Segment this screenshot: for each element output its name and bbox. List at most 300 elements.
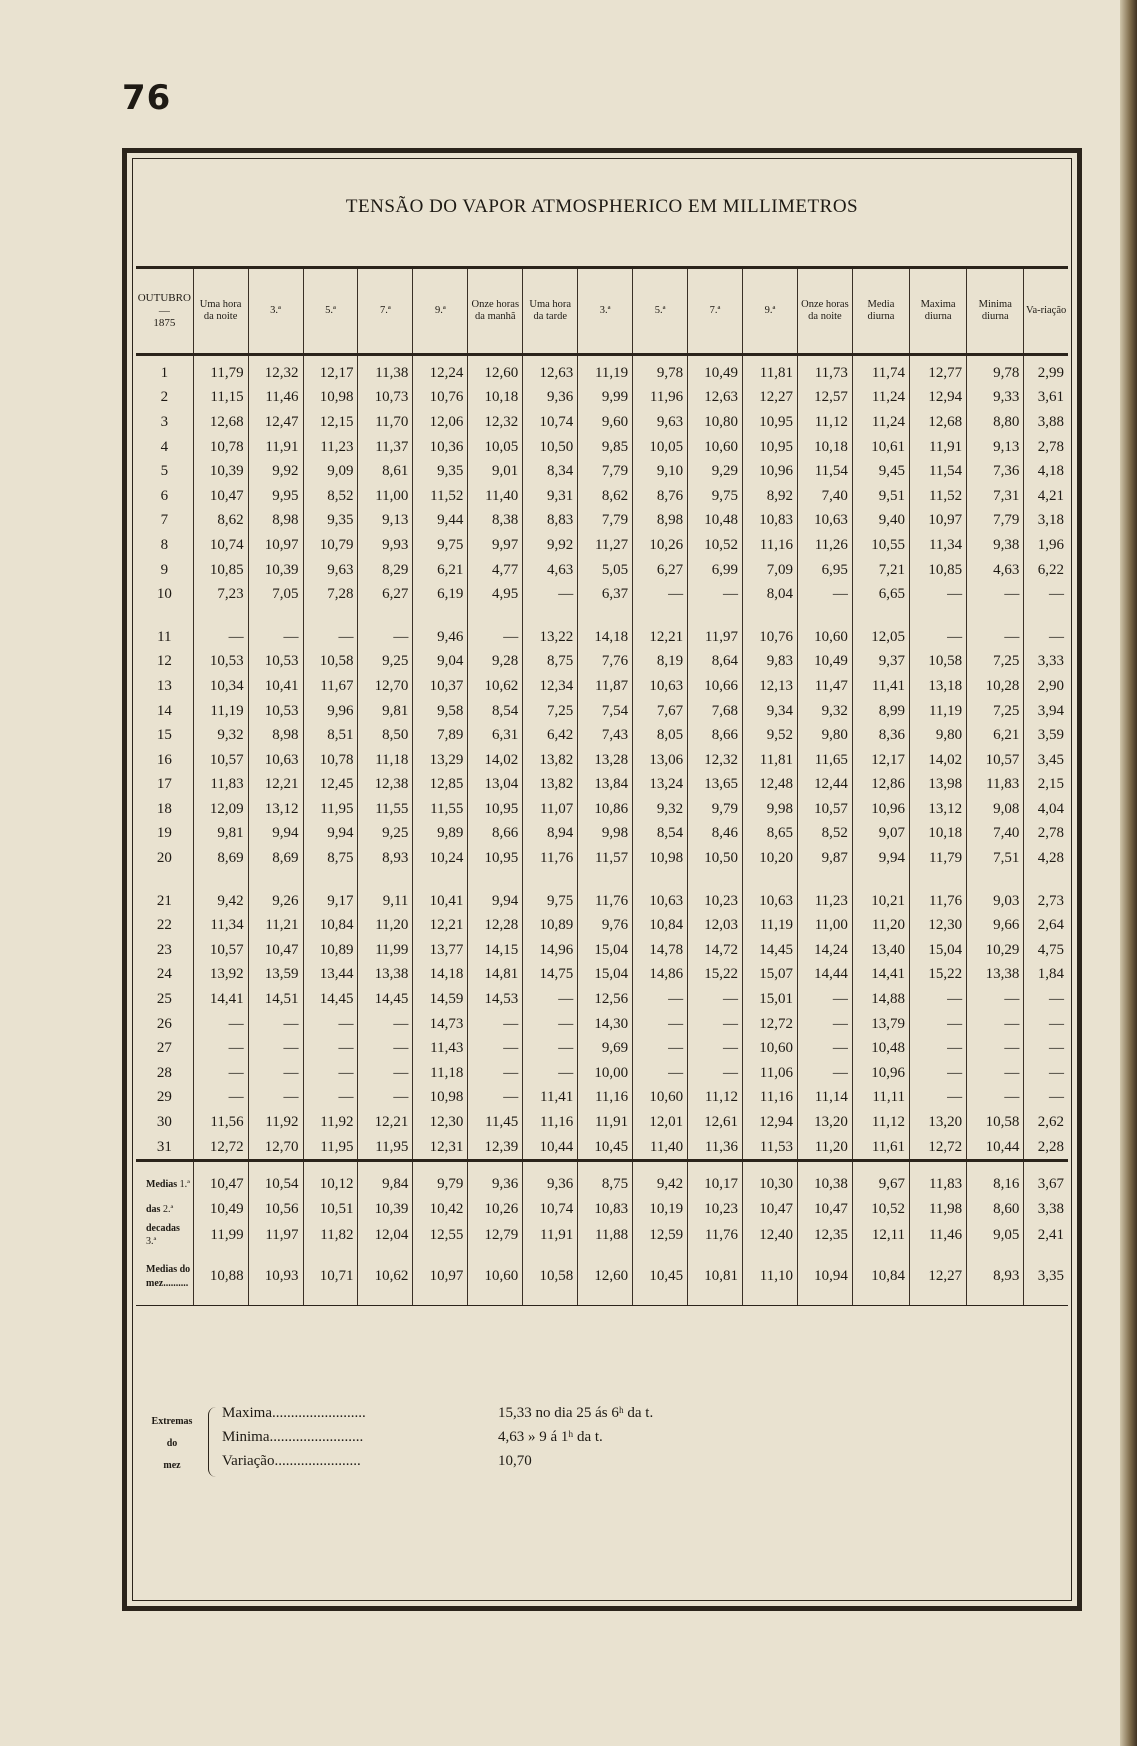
spacer-cell xyxy=(967,607,1024,625)
value-cell: 12,21 xyxy=(358,1110,413,1135)
value-cell: — xyxy=(797,582,852,607)
value-cell: 12,68 xyxy=(910,410,967,435)
value-cell: 9,33 xyxy=(967,386,1024,411)
value-cell: 9,63 xyxy=(633,410,688,435)
spacer-cell xyxy=(136,1161,193,1173)
value-cell: 9,35 xyxy=(413,459,468,484)
value-cell: — xyxy=(910,1012,967,1037)
value-cell: 7,36 xyxy=(967,459,1024,484)
value-cell: 13,29 xyxy=(413,748,468,773)
column-header: 3.ª xyxy=(578,268,633,355)
value-cell: 7,67 xyxy=(633,699,688,724)
value-cell: 11,27 xyxy=(578,533,633,558)
value-cell: 12,60 xyxy=(468,355,523,386)
value-cell: — xyxy=(358,1061,413,1086)
value-cell: 11,57 xyxy=(578,846,633,871)
day-row xyxy=(136,987,1068,1012)
value-cell: 4,04 xyxy=(1024,797,1068,822)
value-cell: 9,26 xyxy=(248,889,303,914)
value-cell: 10,97 xyxy=(910,509,967,534)
value-cell: 10,95 xyxy=(743,435,798,460)
value-cell: 12,85 xyxy=(413,773,468,798)
value-cell: 10,74 xyxy=(523,1197,578,1222)
spacer-cell xyxy=(1024,1161,1068,1173)
value-cell: 9,92 xyxy=(248,459,303,484)
value-cell: 9,81 xyxy=(193,822,248,847)
value-cell: — xyxy=(967,582,1024,607)
value-cell: 11,14 xyxy=(797,1086,852,1111)
value-cell: 10,84 xyxy=(303,913,358,938)
value-cell: 12,35 xyxy=(797,1222,852,1249)
spacer-cell xyxy=(248,871,303,889)
value-cell: — xyxy=(248,625,303,650)
header-row xyxy=(136,268,1068,355)
value-cell: 9,78 xyxy=(967,355,1024,386)
day-number: 16 xyxy=(156,751,172,768)
value-cell: 11,41 xyxy=(523,1086,578,1111)
value-cell: 10,44 xyxy=(967,1135,1024,1161)
value-cell: 13,59 xyxy=(248,963,303,988)
value-cell: 7,89 xyxy=(413,723,468,748)
value-cell: 11,56 xyxy=(193,1110,248,1135)
value-cell: 9,75 xyxy=(413,533,468,558)
value-cell: 3,18 xyxy=(1024,509,1068,534)
value-cell: 12,60 xyxy=(578,1249,633,1306)
day-number: 26 xyxy=(156,1015,172,1032)
value-cell: — xyxy=(193,1086,248,1111)
day-row xyxy=(136,1012,1068,1037)
value-cell: 9,42 xyxy=(193,889,248,914)
spacer-cell xyxy=(523,871,578,889)
value-cell: — xyxy=(797,1061,852,1086)
value-cell: 10,81 xyxy=(688,1249,743,1306)
value-cell: 8,98 xyxy=(248,509,303,534)
value-cell: 11,12 xyxy=(797,410,852,435)
value-cell: 11,45 xyxy=(468,1110,523,1135)
value-cell: 12,63 xyxy=(523,355,578,386)
value-cell: 6,27 xyxy=(633,558,688,583)
extreme-name: Maxima......................... xyxy=(222,1405,366,1421)
value-cell: 11,95 xyxy=(358,1135,413,1161)
day-row xyxy=(136,355,1068,386)
value-cell: 12,48 xyxy=(743,773,798,798)
value-cell: 8,93 xyxy=(358,846,413,871)
value-cell: 12,28 xyxy=(468,913,523,938)
value-cell: 11,55 xyxy=(413,797,468,822)
value-cell: 10,98 xyxy=(303,386,358,411)
value-cell: — xyxy=(967,1061,1024,1086)
value-cell: 10,55 xyxy=(852,533,909,558)
value-cell: — xyxy=(193,1036,248,1061)
day-number: 2 xyxy=(160,389,169,406)
value-cell: — xyxy=(910,582,967,607)
value-cell: 7,76 xyxy=(578,650,633,675)
value-cell: 11,53 xyxy=(743,1135,798,1161)
value-cell: 8,46 xyxy=(688,822,743,847)
value-cell: — xyxy=(248,1061,303,1086)
spacer-cell xyxy=(578,1161,633,1173)
value-cell: — xyxy=(967,1036,1024,1061)
value-cell: 10,78 xyxy=(303,748,358,773)
value-cell: 11,96 xyxy=(633,386,688,411)
value-cell: 11,10 xyxy=(743,1249,798,1306)
day-number: 23 xyxy=(156,941,172,958)
value-cell: 10,60 xyxy=(743,1036,798,1061)
value-cell: 9,98 xyxy=(743,797,798,822)
value-cell: 10,49 xyxy=(797,650,852,675)
value-cell: 11,00 xyxy=(797,913,852,938)
value-cell: 12,32 xyxy=(688,748,743,773)
day-row xyxy=(136,386,1068,411)
value-cell: 9,25 xyxy=(358,650,413,675)
value-cell: 11,20 xyxy=(797,1135,852,1161)
value-cell: 9,58 xyxy=(413,699,468,724)
spacer-cell xyxy=(578,607,633,625)
value-cell: 8,04 xyxy=(743,582,798,607)
value-cell: 10,83 xyxy=(743,509,798,534)
value-cell: 10,58 xyxy=(523,1249,578,1306)
day-number: 6 xyxy=(160,487,169,504)
value-cell: 7,54 xyxy=(578,699,633,724)
value-cell: 11,23 xyxy=(303,435,358,460)
value-cell: 9,93 xyxy=(358,533,413,558)
value-cell: 7,68 xyxy=(688,699,743,724)
value-cell: 4,63 xyxy=(967,558,1024,583)
value-cell: 10,47 xyxy=(193,484,248,509)
value-cell: 7,40 xyxy=(797,484,852,509)
day-number: 28 xyxy=(156,1064,172,1081)
value-cell: 9,83 xyxy=(743,650,798,675)
value-cell: 9,13 xyxy=(358,509,413,534)
value-cell: 9,84 xyxy=(358,1172,413,1197)
value-cell: 11,81 xyxy=(743,748,798,773)
spacer-cell xyxy=(468,871,523,889)
value-cell: 9,36 xyxy=(468,1172,523,1197)
value-cell: 2,78 xyxy=(1024,435,1068,460)
value-cell: — xyxy=(967,1012,1024,1037)
value-cell: 9,79 xyxy=(688,797,743,822)
value-cell: 13,79 xyxy=(852,1012,909,1037)
value-cell: 6,95 xyxy=(797,558,852,583)
value-cell: — xyxy=(193,1061,248,1086)
spacer-cell xyxy=(633,871,688,889)
value-cell: 12,68 xyxy=(193,410,248,435)
value-cell: 10,62 xyxy=(468,674,523,699)
value-cell: 10,34 xyxy=(193,674,248,699)
spacer-cell xyxy=(852,607,909,625)
value-cell: 11,41 xyxy=(852,674,909,699)
column-header: 3.ª xyxy=(248,268,303,355)
extreme-value: 15,33 no dia 25 ás 6ʰ da t. xyxy=(498,1405,654,1421)
value-cell: 12,72 xyxy=(743,1012,798,1037)
value-cell: 2,28 xyxy=(1024,1135,1068,1161)
value-cell: 12,21 xyxy=(248,773,303,798)
value-cell: 8,92 xyxy=(743,484,798,509)
vapor-tension-table xyxy=(136,266,1068,1306)
value-cell: 7,05 xyxy=(248,582,303,607)
value-cell: 7,79 xyxy=(578,509,633,534)
value-cell: — xyxy=(358,1036,413,1061)
value-cell: 9,52 xyxy=(743,723,798,748)
value-cell: 11,92 xyxy=(248,1110,303,1135)
value-cell: 10,89 xyxy=(303,938,358,963)
spacer-cell xyxy=(797,1161,852,1173)
value-cell: 7,09 xyxy=(743,558,798,583)
value-cell: 11,79 xyxy=(910,846,967,871)
value-cell: 10,37 xyxy=(413,674,468,699)
day-row xyxy=(136,1061,1068,1086)
value-cell: 7,43 xyxy=(578,723,633,748)
value-cell: 9,75 xyxy=(523,889,578,914)
value-cell: 11,23 xyxy=(797,889,852,914)
spacer-cell xyxy=(193,871,248,889)
value-cell: 6,19 xyxy=(413,582,468,607)
month-header: OUTUBRO — 1875 xyxy=(136,268,193,355)
value-cell: — xyxy=(633,1061,688,1086)
value-cell: 8,19 xyxy=(633,650,688,675)
day-number: 9 xyxy=(160,561,169,578)
value-cell: 15,01 xyxy=(743,987,798,1012)
decade-label: das 2.ª xyxy=(146,1203,174,1215)
value-cell: 10,39 xyxy=(248,558,303,583)
value-cell: 10,54 xyxy=(248,1172,303,1197)
value-cell: 8,75 xyxy=(303,846,358,871)
value-cell: 12,79 xyxy=(468,1222,523,1249)
day-row xyxy=(136,484,1068,509)
value-cell: 10,28 xyxy=(967,674,1024,699)
value-cell: 11,21 xyxy=(248,913,303,938)
value-cell: 3,45 xyxy=(1024,748,1068,773)
value-cell: 10,29 xyxy=(967,938,1024,963)
value-cell: 13,18 xyxy=(910,674,967,699)
extreme-row xyxy=(222,1453,922,1477)
value-cell: 14,02 xyxy=(468,748,523,773)
day-row xyxy=(136,723,1068,748)
value-cell: — xyxy=(688,1012,743,1037)
value-cell: 10,47 xyxy=(797,1197,852,1222)
value-cell: 9,34 xyxy=(743,699,798,724)
value-cell: 10,74 xyxy=(523,410,578,435)
day-number: 20 xyxy=(156,850,172,867)
value-cell: 10,18 xyxy=(797,435,852,460)
value-cell: 12,27 xyxy=(910,1249,967,1306)
value-cell: — xyxy=(797,987,852,1012)
value-cell: 10,61 xyxy=(852,435,909,460)
value-cell: 11,38 xyxy=(358,355,413,386)
value-cell: 2,78 xyxy=(1024,822,1068,847)
value-cell: 11,91 xyxy=(578,1110,633,1135)
value-cell: 4,21 xyxy=(1024,484,1068,509)
value-cell: 9,80 xyxy=(797,723,852,748)
spacer-cell xyxy=(303,871,358,889)
value-cell: 12,21 xyxy=(413,913,468,938)
value-cell: 4,63 xyxy=(523,558,578,583)
day-number: 24 xyxy=(156,966,172,983)
value-cell: — xyxy=(688,987,743,1012)
column-header: Va-riação xyxy=(1024,268,1068,355)
value-cell: 8,62 xyxy=(193,509,248,534)
column-header: Onze horas da noite xyxy=(797,268,852,355)
value-cell: 11,11 xyxy=(852,1086,909,1111)
value-cell: 9,67 xyxy=(852,1172,909,1197)
day-row xyxy=(136,1135,1068,1161)
value-cell: 12,30 xyxy=(413,1110,468,1135)
spacer-cell xyxy=(852,1161,909,1173)
value-cell: 12,38 xyxy=(358,773,413,798)
spacer-cell xyxy=(303,1161,358,1173)
value-cell: 9,36 xyxy=(523,386,578,411)
value-cell: 10,53 xyxy=(248,699,303,724)
value-cell: 7,25 xyxy=(523,699,578,724)
spacer-cell xyxy=(633,607,688,625)
value-cell: 10,53 xyxy=(193,650,248,675)
value-cell: 11,79 xyxy=(193,355,248,386)
value-cell: 13,22 xyxy=(523,625,578,650)
value-cell: 10,49 xyxy=(688,355,743,386)
column-header: 7.ª xyxy=(688,268,743,355)
value-cell: — xyxy=(967,625,1024,650)
value-cell: 10,86 xyxy=(578,797,633,822)
value-cell: 11,00 xyxy=(358,484,413,509)
value-cell: 11,67 xyxy=(303,674,358,699)
value-cell: — xyxy=(633,582,688,607)
value-cell: 10,58 xyxy=(967,1110,1024,1135)
value-cell: 12,01 xyxy=(633,1110,688,1135)
value-cell: 11,19 xyxy=(193,699,248,724)
value-cell: 10,98 xyxy=(633,846,688,871)
page-number: 76 xyxy=(122,78,172,118)
value-cell: 2,62 xyxy=(1024,1110,1068,1135)
value-cell: 9,08 xyxy=(967,797,1024,822)
value-cell: 12,94 xyxy=(910,386,967,411)
day-row xyxy=(136,435,1068,460)
value-cell: 4,77 xyxy=(468,558,523,583)
value-cell: 11,16 xyxy=(578,1086,633,1111)
value-cell: 14,45 xyxy=(303,987,358,1012)
value-cell: 11,20 xyxy=(358,913,413,938)
column-header: 9.ª xyxy=(743,268,798,355)
value-cell: 9,32 xyxy=(633,797,688,822)
spacer-cell xyxy=(468,607,523,625)
value-cell: 14,45 xyxy=(743,938,798,963)
value-cell: 10,63 xyxy=(633,889,688,914)
value-cell: 11,43 xyxy=(413,1036,468,1061)
value-cell: 9,94 xyxy=(248,822,303,847)
value-cell: 9,04 xyxy=(413,650,468,675)
extremes-label: Extremas do mez xyxy=(151,1416,193,1471)
value-cell: 9,95 xyxy=(248,484,303,509)
value-cell: — xyxy=(967,1086,1024,1111)
value-cell: 9,10 xyxy=(633,459,688,484)
day-number: 30 xyxy=(156,1114,172,1131)
value-cell: 3,38 xyxy=(1024,1197,1068,1222)
value-cell: 10,39 xyxy=(358,1197,413,1222)
value-cell: — xyxy=(358,625,413,650)
value-cell: 4,18 xyxy=(1024,459,1068,484)
value-cell: 10,44 xyxy=(523,1135,578,1161)
day-row xyxy=(136,410,1068,435)
value-cell: 8,50 xyxy=(358,723,413,748)
day-row xyxy=(136,459,1068,484)
value-cell: 11,73 xyxy=(797,355,852,386)
value-cell: 10,47 xyxy=(193,1172,248,1197)
day-row xyxy=(136,674,1068,699)
value-cell: 11,97 xyxy=(688,625,743,650)
value-cell: — xyxy=(248,1086,303,1111)
value-cell: 8,66 xyxy=(468,822,523,847)
value-cell: 8,05 xyxy=(633,723,688,748)
value-cell: 8,69 xyxy=(193,846,248,871)
brace xyxy=(208,1407,219,1477)
value-cell: 11,54 xyxy=(910,459,967,484)
value-cell: 10,18 xyxy=(468,386,523,411)
value-cell: 8,29 xyxy=(358,558,413,583)
value-cell: 6,37 xyxy=(578,582,633,607)
value-cell: 10,96 xyxy=(852,797,909,822)
value-cell: 12,72 xyxy=(193,1135,248,1161)
value-cell: 11,40 xyxy=(633,1135,688,1161)
value-cell: 9,85 xyxy=(578,435,633,460)
value-cell: 11,95 xyxy=(303,1135,358,1161)
value-cell: 12,72 xyxy=(910,1135,967,1161)
value-cell: 10,95 xyxy=(468,797,523,822)
day-row xyxy=(136,1110,1068,1135)
day-row xyxy=(136,582,1068,607)
value-cell: — xyxy=(468,1036,523,1061)
spacer-cell xyxy=(413,871,468,889)
value-cell: 10,85 xyxy=(910,558,967,583)
value-cell: 8,64 xyxy=(688,650,743,675)
column-header: Media diurna xyxy=(852,268,909,355)
value-cell: 12,27 xyxy=(743,386,798,411)
value-cell: 11,15 xyxy=(193,386,248,411)
value-cell: 13,24 xyxy=(633,773,688,798)
value-cell: 11,18 xyxy=(413,1061,468,1086)
value-cell: 11,81 xyxy=(743,355,798,386)
value-cell: 11,07 xyxy=(523,797,578,822)
value-cell: 10,56 xyxy=(248,1197,303,1222)
value-cell: 10,80 xyxy=(688,410,743,435)
value-cell: 13,20 xyxy=(797,1110,852,1135)
value-cell: 9,31 xyxy=(523,484,578,509)
value-cell: 14,78 xyxy=(633,938,688,963)
value-cell: 14,18 xyxy=(413,963,468,988)
column-header: Uma hora da noite xyxy=(193,268,248,355)
value-cell: 11,06 xyxy=(743,1061,798,1086)
value-cell: 9,07 xyxy=(852,822,909,847)
value-cell: — xyxy=(1024,1086,1068,1111)
value-cell: — xyxy=(193,1012,248,1037)
value-cell: 9,63 xyxy=(303,558,358,583)
value-cell: 8,98 xyxy=(248,723,303,748)
value-cell: 10,52 xyxy=(688,533,743,558)
spacer-cell xyxy=(523,1161,578,1173)
value-cell: 11,70 xyxy=(358,410,413,435)
value-cell: 14,18 xyxy=(578,625,633,650)
value-cell: 13,98 xyxy=(910,773,967,798)
spacer-cell xyxy=(136,607,193,625)
value-cell: 12,63 xyxy=(688,386,743,411)
value-cell: 10,21 xyxy=(852,889,909,914)
value-cell: — xyxy=(967,987,1024,1012)
value-cell: 10,63 xyxy=(743,889,798,914)
value-cell: 10,76 xyxy=(413,386,468,411)
value-cell: 11,19 xyxy=(743,913,798,938)
value-cell: 11,91 xyxy=(248,435,303,460)
value-cell: 10,58 xyxy=(303,650,358,675)
value-cell: 8,61 xyxy=(358,459,413,484)
column-header: Maxima diurna xyxy=(910,268,967,355)
